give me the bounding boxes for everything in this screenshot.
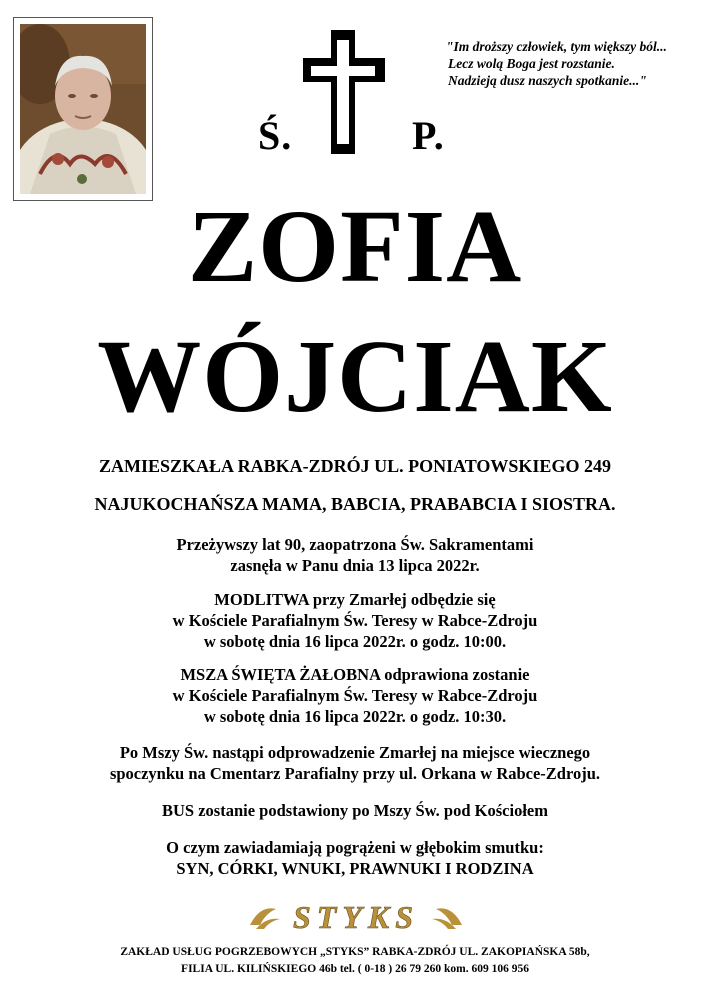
text-line: BUS zostanie podstawiony po Mszy Św. pod Kościołem [162,801,548,820]
relations: NAJUKOCHAŃSZA MAMA, BABCIA, PRABABCIA I SIOSTRA. [94,494,616,514]
family-info [0,837,710,879]
portrait-photo [20,24,146,194]
quote-line: "Im droższy człowiek, tym większy ból... [446,39,667,54]
death-info [0,534,710,576]
styks-logo [246,895,466,939]
text-line: Po Mszy Św. nastąpi odprowadzenie Zmarłej na miejsce wiecznego [119,743,591,762]
first-name: ZOFIA [187,189,523,304]
quote-block [446,38,706,89]
quote-line: Lecz wolą Boga jest rozstanie. [448,56,615,71]
quote-line: Nadzieją dusz naszych spotkanie..." [448,73,647,88]
text-line: w sobotę dnia 16 lipca 2022r. o godz. 10:00. [203,632,507,651]
text-line: w Kościele Parafialnym Św. Teresy w Rabce-Zdroju [172,611,538,630]
initial-p: P. [412,113,445,158]
logo-text: STYKS [292,899,420,935]
last-name: WÓJCIAK [97,319,613,434]
text-line: Przeżywszy lat 90, zaopatrzona Św. Sakramentami [176,535,534,554]
burial-info [0,742,710,784]
portrait-frame [13,17,153,201]
initial-s: Ś. [258,113,293,158]
prayer-info [0,589,710,652]
bus-info [0,800,710,821]
footer-line: FILIA UL. KILIŃSKIEGO 46b tel. ( 0-18 ) 26 79 260 kom. 609 106 956 [181,963,529,975]
text-line: zasnęła w Panu dnia 13 lipca 2022r. [230,556,480,575]
text-line: w Kościele Parafialnym Św. Teresy w Rabce-Zdroju [172,686,538,705]
cross-icon [303,30,385,154]
text-line: MODLITWA przy Zmarłej odbędzie się [214,590,496,609]
mass-info [0,664,710,727]
text-line: w sobotę dnia 16 lipca 2022r. o godz. 10:30. [203,707,507,726]
text-line: spoczynku na Cmentarz Parafialny przy ul. Orkana w Rabce-Zdroju. [109,764,601,783]
footer [0,944,710,978]
text-line: SYN, CÓRKI, WNUKI, PRAWNUKI I RODZINA [176,859,534,878]
footer-line: ZAKŁAD USŁUG POGRZEBOWYCH „STYKS” RABKA-ZDRÓJ UL. ZAKOPIAŃSKA 58b, [120,946,590,958]
text-line: O czym zawiadamiają pogrążeni w głębokim smutku: [166,838,544,857]
residence: ZAMIESZKAŁA RABKA-ZDRÓJ UL. PONIATOWSKIEGO 249 [99,456,611,476]
text-line: MSZA ŚWIĘTA ŻAŁOBNA odprawiona zostanie [180,665,530,684]
